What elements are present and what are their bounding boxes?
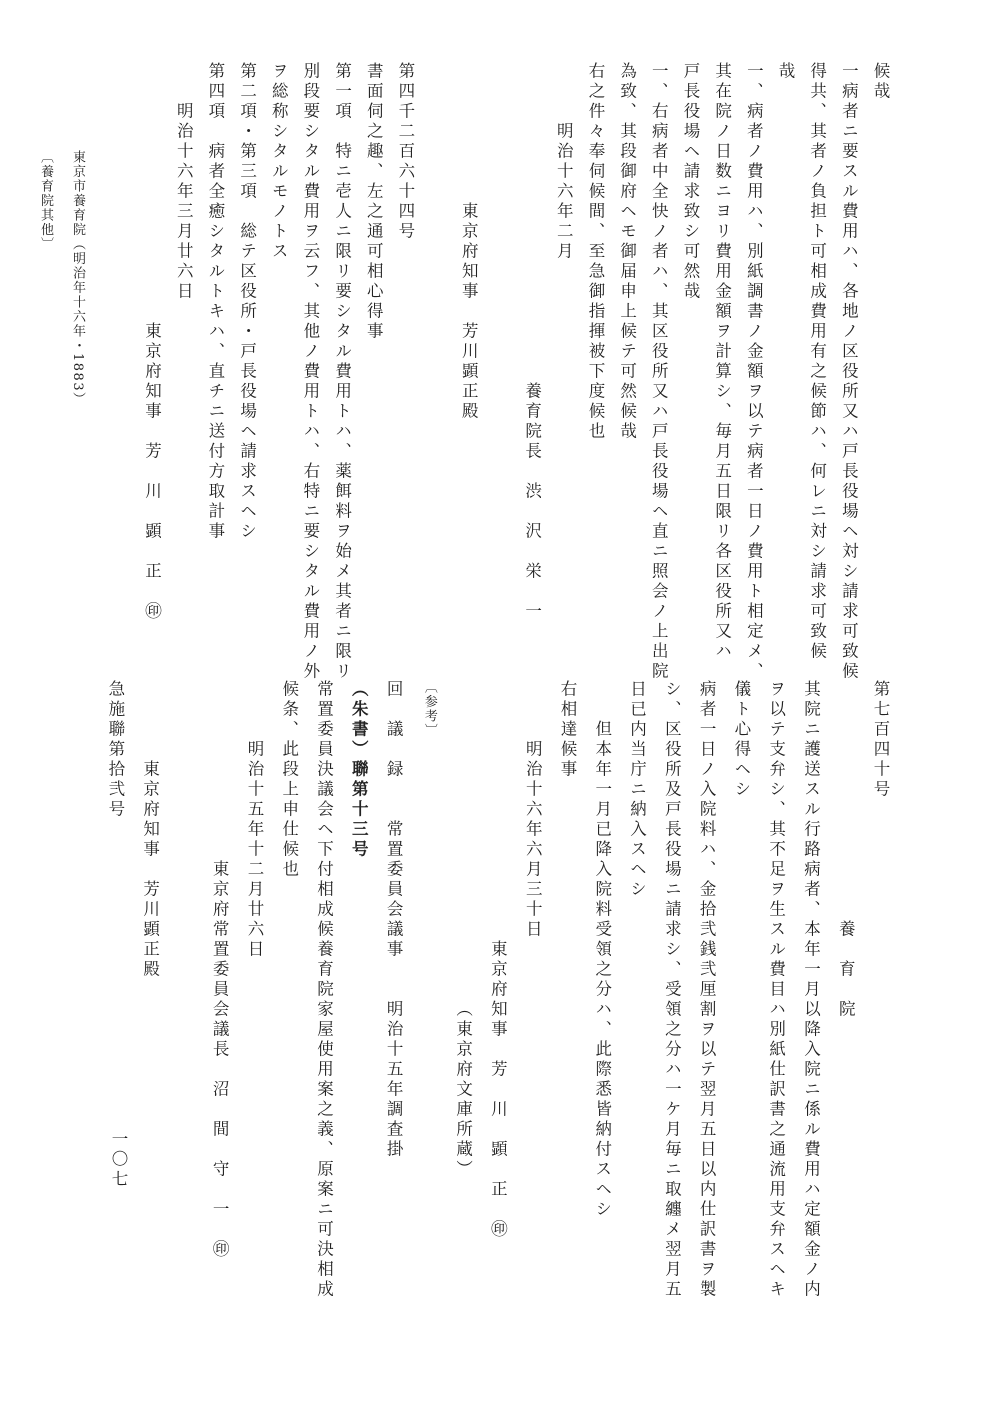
- bottom-column: 候条、此段上申仕候也: [279, 680, 299, 880]
- bottom-column: （朱書）聯第十三号: [349, 680, 369, 860]
- side-label: [28, 150, 52, 270]
- top-column: 第四千二百六十四号: [395, 62, 415, 242]
- bottom-column: 儀ト心得ヘシ: [731, 680, 751, 800]
- bottom-text-block: [88, 680, 890, 1300]
- bottom-column: 東京府知事 芳 川 顕 正 ㊞: [488, 940, 508, 1240]
- bottom-column: 明治十五年十二月廿六日: [244, 740, 264, 960]
- bottom-column: 東京府知事 芳川顕正殿: [140, 760, 160, 980]
- top-column: 一、右病者中全快ノ者ハ、其区役所又ハ戸長役場ヘ直ニ照会ノ上出院: [649, 62, 669, 682]
- top-column: 候哉: [871, 62, 890, 102]
- top-column: [476, 62, 508, 642]
- bottom-column: ヲ以テ支弁シ、其不足ヲ生スル費目ハ別紙仕訳書之通流用支弁スヘキ: [766, 680, 786, 1300]
- top-column: 一病者ニ要スル費用ハ、各地ノ区役所又ハ戸長役場ヘ対シ請求可致候: [839, 62, 859, 682]
- bottom-column: 養 育 院: [836, 920, 856, 1020]
- top-column: 右之件々奉伺候間、至急御指揮被下度候也: [585, 62, 605, 442]
- top-column: 一、病者ノ費用ハ、別紙調書ノ金額ヲ以テ病者一日ノ費用ト相定メ、: [744, 62, 764, 682]
- top-column: 明治十六年二月: [554, 122, 574, 262]
- top-text-block: [128, 62, 890, 682]
- top-column: 其在院ノ日数ニヨリ費用金額ヲ計算シ、毎月五日限リ各区役所又ハ: [712, 62, 732, 662]
- top-column: [413, 62, 445, 642]
- bottom-column: 日已内当庁ニ納入スヘシ: [627, 680, 647, 900]
- bottom-column: 〔参考〕: [421, 680, 437, 738]
- top-column: 得共、其者ノ負担ト可相成費用有之候節ハ、何レニ対シ請求可致候: [807, 62, 827, 662]
- top-column: 書面伺之趣、左之通可相心得事: [364, 62, 384, 342]
- bottom-column: 第七百四十号: [871, 680, 890, 800]
- bottom-column: 常置委員決議会ヘ下付相成候養育院家屋使用案之義、原案ニ可決相成: [314, 680, 334, 1300]
- bottom-column: 回 議 録 常置委員会議事 明治十五年調査掛: [384, 680, 404, 1160]
- side-label-text: 〔養育院其他〕: [38, 150, 53, 252]
- top-column: 養育院長 渋 沢 栄 一: [522, 382, 542, 622]
- bottom-column: 右相達候事: [557, 680, 577, 780]
- top-column: ヲ総称シタルモノトス: [269, 62, 289, 262]
- bottom-column: 急施聯第拾弐号: [105, 680, 125, 820]
- running-header: [60, 150, 84, 600]
- top-column: 第一項 特ニ壱人ニ限リ要シタル費用トハ、薬餌料ヲ始メ其者ニ限リ: [332, 62, 352, 682]
- page-number: 一〇七: [109, 1130, 128, 1190]
- bottom-column: （東京府文庫所蔵）: [453, 1000, 473, 1180]
- bottom-column: 但本年一月已降入院料受領之分ハ、此際悉皆納付スヘシ: [592, 720, 612, 1220]
- bottom-column: シ、区役所及戸長役場ニ請求シ、受領之分ハ一ケ月毎ニ取纏メ翌月五: [662, 680, 682, 1300]
- top-column: 東京府知事 芳 川 顕 正 ㊞: [142, 322, 162, 622]
- top-column: 哉: [775, 62, 795, 82]
- side-title: 東京市養育院（明治年十六年・1883）: [70, 150, 85, 407]
- top-column: 第四項 病者全癒シタルトキハ、直チニ送付方取計事: [205, 62, 225, 542]
- bottom-column: 病者一日ノ入院料ハ、金拾弐銭弐厘割ヲ以テ翌月五日以内仕訳書ヲ製: [697, 680, 717, 1300]
- top-column: 戸長役場ヘ請求致シ可然哉: [680, 62, 700, 302]
- top-column: 東京府知事 芳川顕正殿: [459, 202, 479, 422]
- bottom-column: [158, 680, 193, 1240]
- top-column: 別段要シタル費用ヲ云フ、其他ノ費用トハ、右特ニ要シタル費用ノ外: [300, 62, 320, 682]
- top-column: 明治十六年三月廿六日: [174, 102, 194, 302]
- top-column: 為致、其段御府ヘモ御届申上候テ可然候哉: [617, 62, 637, 442]
- bottom-column: 東京府常置委員会議長 沼 間 守 一 ㊞: [210, 860, 230, 1260]
- bottom-column: 明治十六年六月三十日: [523, 740, 543, 940]
- top-column: 第二項・第三項 総テ区役所・戸長役場ヘ請求スヘシ: [237, 62, 257, 542]
- bottom-column: 其院ニ護送スル行路病者、本年一月以降入院ニ係ル費用ハ定額金ノ内: [801, 680, 821, 1300]
